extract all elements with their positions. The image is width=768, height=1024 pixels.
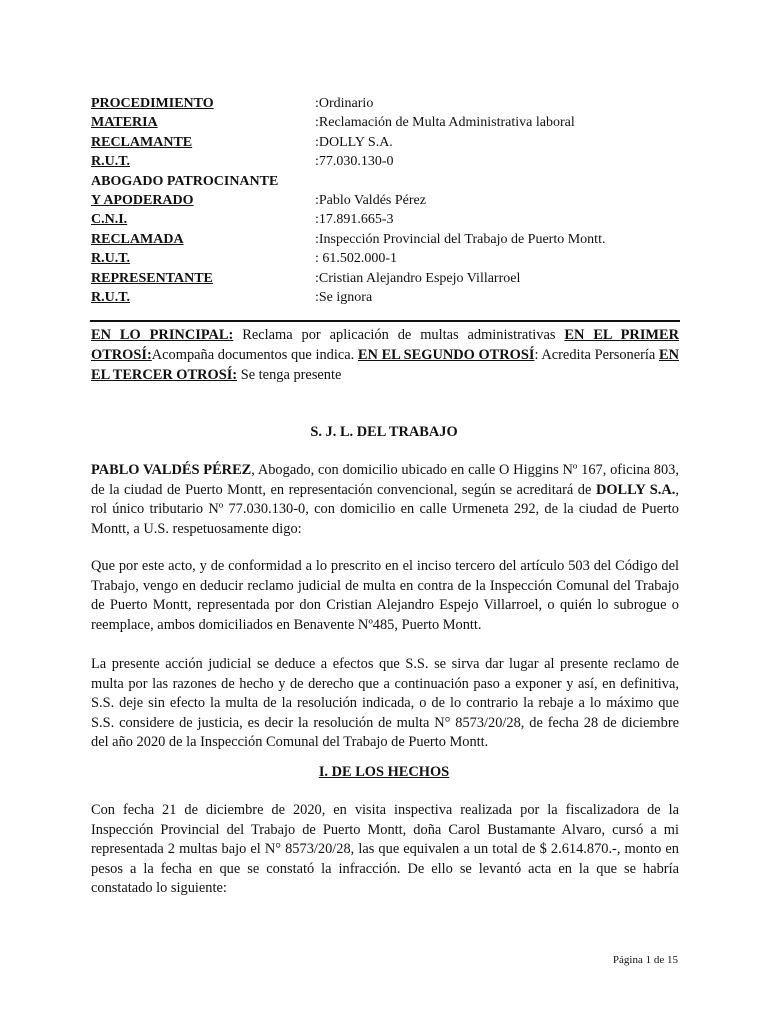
header-row-materia xyxy=(91,113,691,132)
header-label: R.U.T. xyxy=(91,154,131,170)
paragraph-request: La presente acción judicial se deduce a efectos que S.S. se sirva dar lugar al presente reclamo de multa por las razones de hecho y de derecho que a continuación paso a exponer y así, en definitiva, S.S. deje sin efecto la multa de la resolución indicada, o de lo contrario la rebaje a lo máximo que S.S. considere de justicia, es decir la resolución de multa N° 8573/20/28, de fecha 28 de diciembre del año 2020 de la Inspección Comunal del Trabajo de Puerto Montt. xyxy=(91,656,679,751)
header-label: Y APODERADO xyxy=(91,192,194,208)
header-row-rut-representante xyxy=(91,288,691,307)
paragraph-facts: Con fecha 21 de diciembre de 2020, en visita inspectiva realizada por la fiscalizadora de la Inspección Provincial del Trabajo de Puerto Montt, doña Carol Bustamante Alvaro, cursó a mi representada 2 multas bajo el N° 8573/20/28, las que equivalen a un total de $ 2.614.870.-, monto en pesos a la fecha en que se constató la infracción. De ello se levantó acta en la que se habría constatado lo siguiente: xyxy=(91,802,679,897)
lawyer-name: PABLO VALDÉS PÉREZ xyxy=(91,462,252,478)
tercer-otrosi-label: EN EL TERCER OTROSÍ: xyxy=(91,347,679,383)
court-title: S. J. L. DEL TRABAJO xyxy=(310,424,458,440)
header-value: :Ordinario xyxy=(315,96,374,111)
sumilla xyxy=(91,325,679,385)
header-label: ABOGADO PATROCINANTE xyxy=(91,173,279,189)
header-value: :Se ignora xyxy=(315,289,373,305)
header-label: R.U.T. xyxy=(91,289,131,305)
header-row-rut-reclamada xyxy=(91,249,691,268)
header-row-procedimiento xyxy=(91,94,691,113)
page-number: Página 1 de 15 xyxy=(612,954,678,966)
principal-label: EN LO PRINCIPAL: xyxy=(91,327,234,343)
company-name: DOLLY S.A. xyxy=(595,481,676,498)
header-value: :77.030.130-0 xyxy=(315,154,394,170)
header-value: :Reclamación de Multa Administrativa laboral xyxy=(315,115,575,131)
header-value: :Cristian Alejandro Espejo Villarroel xyxy=(315,270,521,286)
header-row-abogado xyxy=(91,172,691,191)
intro-text-a: , Abogado, con domicilio ubicado en calle O Higgins Nº 167, oficina 803, de la ciudad de Puerto Montt, en representación convencional, según se acreditará de xyxy=(91,462,679,498)
primer-otrosi-text: Acompaña documentos que indica. xyxy=(151,347,358,363)
intro-text-b: , rol único tributario Nº 77.030.130-0, con domicilio en calle Urmeneta 292, de la ciudad de Puerto Montt, a U.S. respetuosamente digo: xyxy=(91,481,679,537)
header-label: MATERIA xyxy=(91,115,158,131)
header-value: : 61.502.000-1 xyxy=(315,251,398,267)
case-header xyxy=(91,94,691,307)
header-label: RECLAMANTE xyxy=(91,134,193,150)
header-label: PROCEDIMIENTO xyxy=(91,96,214,111)
header-label: REPRESENTANTE xyxy=(91,270,213,286)
header-value: :Inspección Provincial del Trabajo de Puerto Montt. xyxy=(315,231,606,247)
primer-otrosi-label: EN EL PRIMER OTROSÍ: xyxy=(91,327,680,363)
header-row-cni xyxy=(91,210,691,229)
paragraph-claim: Que por este acto, y de conformidad a lo prescrito en el inciso tercero del artículo 503 del Código del Trabajo, vengo en deducir reclamo judicial de multa en contra de la Inspección Comunal del Trabajo de Puerto Montt, representada por don Cristian Alejandro Espejo Villarroel, o quién lo subrogue o reemplace, ambos domiciliados en Benavente Nº485, Puerto Montt. xyxy=(91,558,679,633)
principal-text: Reclama por aplicación de multas administrativas xyxy=(233,327,565,343)
header-label: C.N.I. xyxy=(91,212,128,228)
header-label: R.U.T. xyxy=(91,251,131,267)
segundo-otrosi-text: : Acredita Personería xyxy=(534,347,659,363)
header-value: :DOLLY S.A. xyxy=(315,134,393,150)
paragraph-intro xyxy=(91,461,679,539)
header-row-reclamada xyxy=(91,230,691,249)
header-row-apoderado xyxy=(91,191,691,210)
tercer-otrosi-text: Se tenga presente xyxy=(237,367,342,383)
segundo-otrosi-label: EN EL SEGUNDO OTROSÍ xyxy=(357,347,535,363)
header-row-representante xyxy=(91,269,691,288)
header-row-reclamante xyxy=(91,133,691,152)
header-label: RECLAMADA xyxy=(91,231,184,247)
section-title-hechos: I. DE LOS HECHOS xyxy=(318,764,450,780)
header-divider xyxy=(90,320,680,322)
header-value: :Pablo Valdés Pérez xyxy=(315,192,426,208)
header-value: :17.891.665-3 xyxy=(315,212,394,228)
header-row-rut-reclamante xyxy=(91,152,691,171)
